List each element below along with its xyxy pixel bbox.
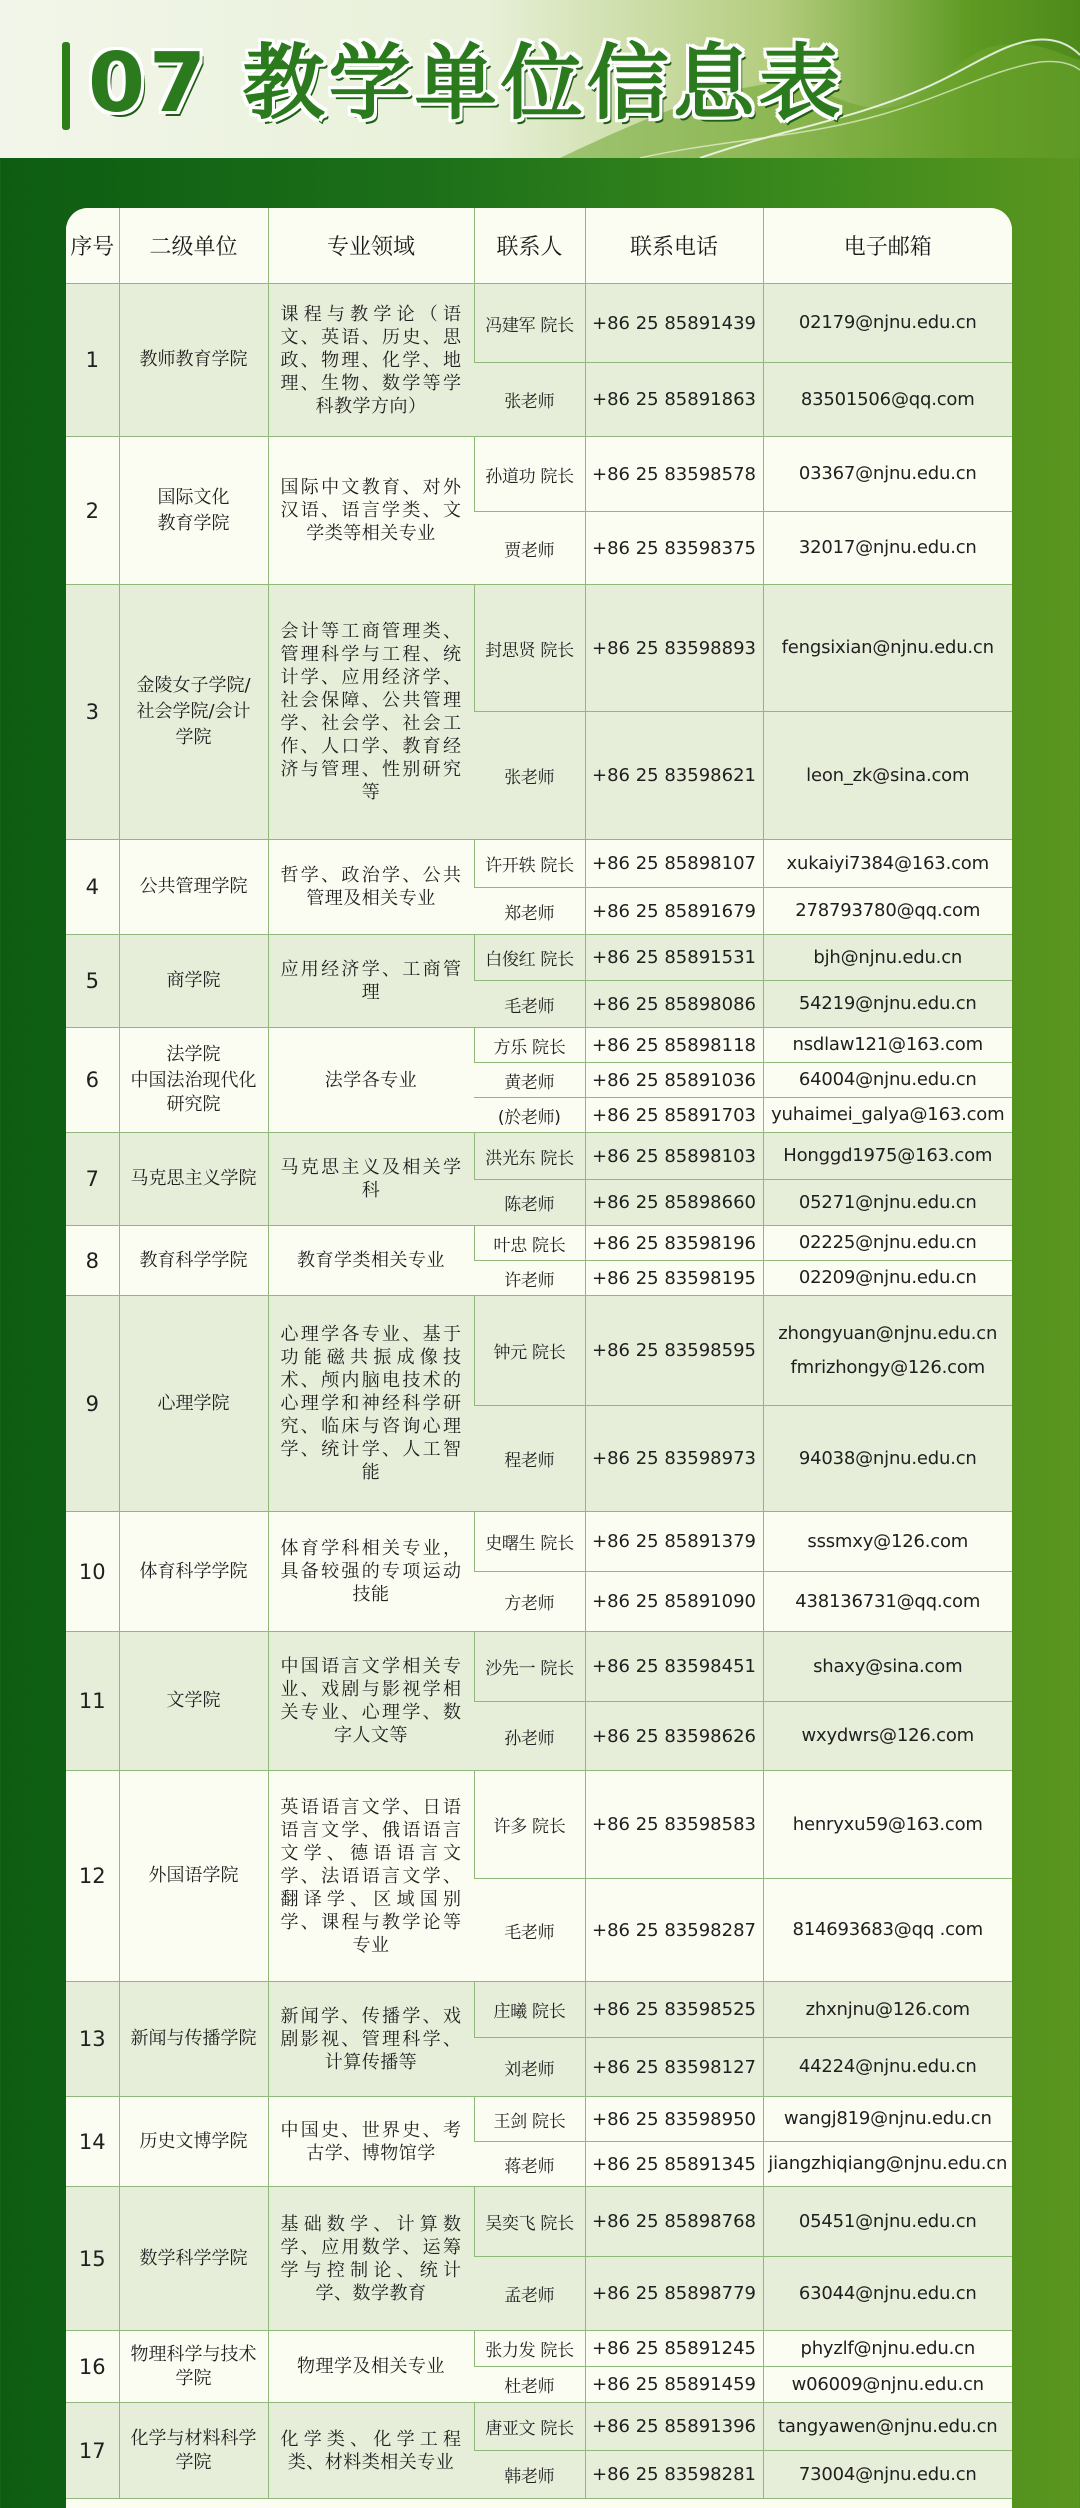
email-address[interactable]: w06009@njnu.edu.cn <box>791 2373 984 2395</box>
phone-cell[interactable]: +86 25 83598525 <box>585 1982 763 2038</box>
unit-cell <box>119 1512 268 1632</box>
phone-cell[interactable]: +86 25 83598451 <box>585 1632 763 1702</box>
phone-cell[interactable]: +86 25 85898107 <box>585 840 763 888</box>
unit-cell <box>119 1771 268 1982</box>
email-address[interactable]: 32017@njnu.edu.cn <box>798 537 977 558</box>
contact-cell: 史曙生 院长 <box>474 1512 585 1572</box>
field-cell: 马克思主义及相关学科 <box>268 1133 474 1226</box>
email-cell[interactable] <box>763 1063 1012 1098</box>
page-title: 07 教学单位信息表 <box>88 36 845 131</box>
email-address[interactable]: 438136731@qq.com <box>795 1590 981 1612</box>
unit-group <box>66 840 1012 935</box>
email-address-secondary[interactable]: fmrizhongy@126.com <box>790 1356 986 1378</box>
email-address[interactable]: 05451@njnu.edu.cn <box>798 2210 977 2232</box>
unit-cell <box>119 1133 268 1226</box>
unit-name: 新闻与传播学院 <box>130 2028 257 2049</box>
unit-group <box>66 1028 1012 1133</box>
contact-cell: 白俊红 院长 <box>474 935 585 981</box>
unit-group <box>66 1632 1012 1771</box>
email-cell[interactable] <box>763 1572 1012 1632</box>
email-address[interactable]: shaxy@sina.com <box>813 1655 963 1677</box>
phone-cell[interactable]: +86 25 85898103 <box>585 1133 763 1180</box>
table-row <box>66 840 1012 888</box>
seq-cell: 17 <box>66 2403 119 2499</box>
contact-cell: 刘老师 <box>474 2038 585 2097</box>
seq-cell: 9 <box>66 1296 119 1512</box>
email-address[interactable]: nsdlaw121@163.com <box>792 1034 983 1055</box>
unit-cell <box>119 585 268 840</box>
unit-cell <box>119 840 268 935</box>
email-cell[interactable] <box>763 840 1012 888</box>
phone-cell[interactable]: +86 25 83598626 <box>585 1702 763 1771</box>
unit-cell <box>119 2187 268 2331</box>
unit-cell <box>119 1028 268 1133</box>
phone-cell[interactable]: +86 25 83598196 <box>585 1226 763 1261</box>
unit-cell <box>119 1632 268 1771</box>
seq-cell: 8 <box>66 1226 119 1296</box>
phone-cell[interactable]: +86 25 85891379 <box>585 1512 763 1572</box>
phone-cell[interactable]: +86 25 83598973 <box>585 1406 763 1512</box>
email-address[interactable]: 02225@njnu.edu.cn <box>798 1232 977 1253</box>
phone-cell[interactable]: +86 25 85898768 <box>585 2187 763 2257</box>
email-address[interactable]: yuhaimei_galya@163.com <box>771 1104 1005 1125</box>
contact-cell: 沙先一 院长 <box>474 1632 585 1702</box>
unit-cell <box>119 2097 268 2187</box>
contact-cell: 杜老师 <box>474 2367 585 2403</box>
field-cell: 中国史、世界史、考古学、博物馆学 <box>268 2097 474 2187</box>
email-address[interactable]: xukaiyi7384@163.com <box>786 852 989 874</box>
field-cell: 中国语言文学相关专业、戏剧与影视学相关专业、心理学、数字人文等 <box>268 1632 474 1771</box>
unit-name: 学院 <box>175 727 212 748</box>
table-row <box>66 935 1012 981</box>
email-address[interactable]: 73004@njnu.edu.cn <box>798 2463 977 2485</box>
unit-group <box>66 2097 1012 2187</box>
phone-cell[interactable]: +86 25 83598287 <box>585 1879 763 1982</box>
email-cell[interactable] <box>763 1771 1012 1879</box>
email-address[interactable]: 02209@njnu.edu.cn <box>798 1267 977 1288</box>
unit-cell <box>119 437 268 585</box>
phone-cell[interactable]: +86 25 83598595 <box>585 1296 763 1406</box>
unit-group <box>66 935 1012 1028</box>
email-cell[interactable] <box>763 935 1012 981</box>
contact-cell: 程老师 <box>474 1406 585 1512</box>
email-address[interactable]: 54219@njnu.edu.cn <box>798 993 977 1014</box>
phone-cell[interactable]: +86 25 85891863 <box>585 363 763 437</box>
contact-cell: 孟老师 <box>474 2257 585 2331</box>
unit-group <box>66 1982 1012 2097</box>
unit-name: 教师教育学院 <box>139 349 248 370</box>
seq-cell: 6 <box>66 1028 119 1133</box>
field-cell: 会计等工商管理类、管理科学与工程、统计学、应用经济学、社会保障、公共管理学、社会学、社会工作、人口学、教育经济与管理、性别研究等 <box>268 585 474 840</box>
unit-name: 外国语学院 <box>148 1865 239 1886</box>
contact-cell: 张力发 院长 <box>474 2331 585 2367</box>
column-header-unit: 二级单位 <box>119 208 268 284</box>
email-address[interactable]: Honggd1975@163.com <box>783 1145 993 1166</box>
email-cell[interactable] <box>763 981 1012 1028</box>
email-address[interactable]: 814693683@qq .com <box>792 1919 983 1940</box>
contact-cell: 方乐 院长 <box>474 1028 585 1063</box>
seq-cell: 1 <box>66 284 119 437</box>
unit-group <box>66 1771 1012 1982</box>
field-cell: 国际中文教育、对外汉语、语言学类、文学类等相关专业 <box>268 437 474 585</box>
contact-cell: 许多 院长 <box>474 1771 585 1879</box>
email-cell[interactable] <box>763 1406 1012 1512</box>
phone-cell[interactable]: +86 25 85898118 <box>585 1028 763 1063</box>
email-cell[interactable] <box>763 363 1012 437</box>
table-row <box>66 2097 1012 2142</box>
email-cell[interactable] <box>763 2451 1012 2499</box>
seq-cell: 7 <box>66 1133 119 1226</box>
unit-group <box>66 2187 1012 2331</box>
contact-cell: 方老师 <box>474 1572 585 1632</box>
contact-cell: 郑老师 <box>474 888 585 935</box>
unit-name: 社会学院/会计 <box>136 701 251 722</box>
email-cell[interactable] <box>763 1180 1012 1226</box>
unit-name: 国际文化 <box>157 486 230 508</box>
unit-group <box>66 2331 1012 2403</box>
field-cell: 课程与教学论（语文、英语、历史、思政、物理、化学、地理、生物、数学等学科教学方向） <box>268 284 474 437</box>
unit-name: 法学院 <box>166 1044 221 1065</box>
unit-name: 物理科学与技术学院 <box>130 2343 257 2389</box>
phone-cell[interactable]: +86 25 83598583 <box>585 1771 763 1879</box>
phone-cell[interactable]: +86 25 83598127 <box>585 2038 763 2097</box>
email-address[interactable]: henryxu59@163.com <box>792 1813 983 1835</box>
field-cell: 英语语言文学、日语语言文学、俄语语言文学、德语语言文学、法语语言文学、翻译学、区域国别学、课程与教学论等专业 <box>268 1771 474 1982</box>
contact-cell: (於老师) <box>474 1098 585 1133</box>
table-row <box>66 1982 1012 2038</box>
column-header-seq: 序号 <box>66 208 119 284</box>
table-header-row <box>66 208 1012 284</box>
field-cell: 新闻学、传播学、戏剧影视、管理科学、计算传播等 <box>268 1982 474 2097</box>
email-address[interactable]: 64004@njnu.edu.cn <box>798 1069 977 1090</box>
unit-name: 中国法治现代化研究院 <box>130 1070 257 1115</box>
contact-cell: 贾老师 <box>474 512 585 585</box>
table-row <box>66 1632 1012 1702</box>
contact-cell: 冯建军 院长 <box>474 284 585 363</box>
contact-cell: 孙道功 院长 <box>474 437 585 512</box>
contact-cell: 许开轶 院长 <box>474 840 585 888</box>
phone-cell[interactable]: +86 25 85891036 <box>585 1063 763 1098</box>
table-row <box>66 2187 1012 2257</box>
column-header-phone: 联系电话 <box>585 208 763 284</box>
contact-cell: 孙老师 <box>474 1702 585 1771</box>
seq-cell: 5 <box>66 935 119 1028</box>
unit-group <box>66 437 1012 585</box>
email-address[interactable]: 02179@njnu.edu.cn <box>798 312 977 333</box>
phone-cell[interactable]: +86 25 85898779 <box>585 2257 763 2331</box>
email-address[interactable]: zhxnjnu@126.com <box>805 1998 970 2020</box>
contact-cell: 陈老师 <box>474 1180 585 1226</box>
unit-name: 数学科学学院 <box>139 2247 248 2269</box>
email-address[interactable]: bjh@njnu.edu.cn <box>813 946 963 968</box>
email-address[interactable]: 44224@njnu.edu.cn <box>798 2056 977 2077</box>
email-address[interactable]: wangj819@njnu.edu.cn <box>783 2108 992 2129</box>
email-cell[interactable] <box>763 512 1012 585</box>
table-card <box>66 208 1012 2508</box>
table-row <box>66 585 1012 712</box>
phone-cell[interactable]: +86 25 83598375 <box>585 512 763 585</box>
unit-name: 文学院 <box>166 1690 221 1711</box>
phone-cell[interactable]: +86 25 85898660 <box>585 1180 763 1226</box>
email-cell[interactable] <box>763 2142 1012 2187</box>
email-address[interactable]: phyzlf@njnu.edu.cn <box>800 2337 976 2359</box>
email-cell[interactable] <box>763 2403 1012 2451</box>
email-address[interactable]: fengsixian@njnu.edu.cn <box>781 637 994 658</box>
table-row <box>66 1771 1012 1879</box>
email-address[interactable]: jiangzhiqiang@njnu.edu.cn <box>768 2153 1008 2174</box>
phone-cell[interactable]: +86 25 83598893 <box>585 585 763 712</box>
unit-group <box>66 284 1012 437</box>
unit-group <box>66 1512 1012 1632</box>
table-row <box>66 437 1012 512</box>
field-cell: 心理学各专业、基于功能磁共振成像技术、颅内脑电技术的心理学和神经科学研究、临床与咨询心理学、统计学、人工智能 <box>268 1296 474 1512</box>
phone-cell[interactable]: +86 25 85891245 <box>585 2331 763 2367</box>
unit-name: 教育学院 <box>157 512 230 534</box>
unit-group <box>66 1133 1012 1226</box>
email-address[interactable]: zhongyuan@njnu.edu.cn <box>778 1322 998 1344</box>
seq-cell: 15 <box>66 2187 119 2331</box>
field-cell: 基础数学、计算数学、应用数学、运筹学与控制论、统计学、数学教育 <box>268 2187 474 2331</box>
email-address[interactable]: 05271@njnu.edu.cn <box>798 1191 977 1213</box>
unit-cell <box>119 1982 268 2097</box>
contact-cell: 封思贤 院长 <box>474 585 585 712</box>
unit-cell <box>119 935 268 1028</box>
contact-cell: 毛老师 <box>474 1879 585 1982</box>
contact-cell: 张老师 <box>474 712 585 840</box>
phone-cell[interactable]: +86 25 85891679 <box>585 888 763 935</box>
table-row <box>66 1296 1012 1406</box>
seq-cell: 2 <box>66 437 119 585</box>
field-cell: 法学各专业 <box>268 1028 474 1133</box>
unit-group <box>66 1226 1012 1296</box>
email-cell[interactable] <box>763 585 1012 712</box>
seq-cell: 14 <box>66 2097 119 2187</box>
email-cell[interactable] <box>763 1028 1012 1063</box>
email-cell[interactable] <box>763 2097 1012 2142</box>
email-cell[interactable] <box>763 888 1012 935</box>
phone-cell[interactable]: +86 25 85891396 <box>585 2403 763 2451</box>
contact-cell: 唐亚文 院长 <box>474 2403 585 2451</box>
phone-cell[interactable]: +86 25 85891703 <box>585 1098 763 1133</box>
unit-cell <box>119 284 268 437</box>
email-cell[interactable] <box>763 437 1012 512</box>
contact-cell: 吴奕飞 院长 <box>474 2187 585 2257</box>
unit-name: 教育科学学院 <box>139 1249 248 1271</box>
email-cell[interactable] <box>763 2038 1012 2097</box>
unit-name: 化学与材料科学学院 <box>130 2427 257 2473</box>
contact-cell: 王剑 院长 <box>474 2097 585 2142</box>
email-cell[interactable] <box>763 2257 1012 2331</box>
seq-cell: 16 <box>66 2331 119 2403</box>
phone-cell[interactable]: +86 25 85891090 <box>585 1572 763 1632</box>
phone-cell[interactable]: +86 25 83598621 <box>585 712 763 840</box>
contact-cell: 庄曦 院长 <box>474 1982 585 2038</box>
table-row <box>66 1133 1012 1180</box>
unit-group <box>66 1296 1012 1512</box>
seq-cell: 13 <box>66 1982 119 2097</box>
contact-cell: 叶忠 院长 <box>474 1226 585 1261</box>
phone-cell[interactable]: +86 25 85891531 <box>585 935 763 981</box>
phone-cell[interactable]: +86 25 83598578 <box>585 437 763 512</box>
unit-group <box>66 585 1012 840</box>
seq-cell: 11 <box>66 1632 119 1771</box>
contact-cell: 黄老师 <box>474 1063 585 1098</box>
phone-cell[interactable]: +86 25 85891439 <box>585 284 763 363</box>
unit-name: 马克思主义学院 <box>130 1168 257 1189</box>
email-address[interactable]: 63044@njnu.edu.cn <box>798 2282 977 2304</box>
page-header <box>0 0 1080 158</box>
column-header-contact: 联系人 <box>474 208 585 284</box>
email-cell[interactable] <box>763 1702 1012 1771</box>
email-address[interactable]: leon_zk@sina.com <box>806 764 970 786</box>
phone-cell[interactable]: +86 25 83598195 <box>585 1261 763 1296</box>
unit-name: 公共管理学院 <box>139 876 248 897</box>
email-cell[interactable] <box>763 2331 1012 2367</box>
email-cell[interactable] <box>763 1632 1012 1702</box>
table-row <box>66 1512 1012 1572</box>
phone-cell[interactable]: +86 25 85898086 <box>585 981 763 1028</box>
email-cell[interactable] <box>763 1098 1012 1133</box>
table-row <box>66 1028 1012 1063</box>
seq-cell: 12 <box>66 1771 119 1982</box>
contact-cell: 蒋老师 <box>474 2142 585 2187</box>
email-cell[interactable] <box>763 712 1012 840</box>
email-cell[interactable] <box>763 1261 1012 1296</box>
email-cell[interactable] <box>763 1296 1012 1406</box>
unit-cell <box>119 1226 268 1296</box>
email-address[interactable]: 278793780@qq.com <box>795 900 981 921</box>
seq-cell: 10 <box>66 1512 119 1632</box>
table-row <box>66 1226 1012 1261</box>
email-cell[interactable] <box>763 1879 1012 1982</box>
title-accent-bar <box>62 42 70 130</box>
contact-cell: 洪光东 院长 <box>474 1133 585 1180</box>
unit-name: 心理学院 <box>157 1392 230 1414</box>
table-row <box>66 284 1012 363</box>
unit-name: 金陵女子学院/ <box>136 675 251 696</box>
seq-cell: 4 <box>66 840 119 935</box>
phone-cell[interactable]: +86 25 85891345 <box>585 2142 763 2187</box>
field-cell: 应用经济学、工商管理 <box>268 935 474 1028</box>
phone-cell[interactable]: +86 25 85891459 <box>585 2367 763 2403</box>
email-address[interactable]: 94038@njnu.edu.cn <box>798 1447 977 1469</box>
field-cell: 体育学科相关专业，具备较强的专项运动技能 <box>268 1512 474 1632</box>
unit-name: 体育科学学院 <box>139 1560 248 1582</box>
email-cell[interactable] <box>763 284 1012 363</box>
email-cell[interactable] <box>763 1133 1012 1180</box>
email-address[interactable]: sssmxy@126.com <box>807 1530 969 1552</box>
email-cell[interactable] <box>763 2367 1012 2403</box>
email-cell[interactable] <box>763 1982 1012 2038</box>
unit-name: 商学院 <box>166 970 221 991</box>
email-address[interactable]: wxydwrs@126.com <box>801 1725 974 1746</box>
email-cell[interactable] <box>763 2187 1012 2257</box>
contact-cell: 钟元 院长 <box>474 1296 585 1406</box>
email-cell[interactable] <box>763 1226 1012 1261</box>
email-address[interactable]: 83501506@qq.com <box>800 388 975 410</box>
unit-info-table <box>66 208 1012 2499</box>
unit-cell <box>119 1296 268 1512</box>
email-address[interactable]: tangyawen@njnu.edu.cn <box>778 2415 998 2437</box>
email-cell[interactable] <box>763 1512 1012 1572</box>
seq-cell: 3 <box>66 585 119 840</box>
email-address[interactable]: 03367@njnu.edu.cn <box>798 463 977 484</box>
table-row <box>66 2403 1012 2451</box>
unit-cell <box>119 2331 268 2403</box>
field-cell: 物理学及相关专业 <box>268 2331 474 2403</box>
column-header-field: 专业领域 <box>268 208 474 284</box>
phone-cell[interactable]: +86 25 83598281 <box>585 2451 763 2499</box>
field-cell: 哲学、政治学、公共管理及相关专业 <box>268 840 474 935</box>
column-header-email: 电子邮箱 <box>763 208 1012 284</box>
field-cell: 化学类、化学工程类、材料类相关专业 <box>268 2403 474 2499</box>
contact-cell: 毛老师 <box>474 981 585 1028</box>
contact-cell: 许老师 <box>474 1261 585 1296</box>
phone-cell[interactable]: +86 25 83598950 <box>585 2097 763 2142</box>
unit-name: 历史文博学院 <box>139 2130 248 2152</box>
table-row <box>66 2331 1012 2367</box>
contact-cell: 韩老师 <box>474 2451 585 2499</box>
contact-cell: 张老师 <box>474 363 585 437</box>
field-cell: 教育学类相关专业 <box>268 1226 474 1296</box>
